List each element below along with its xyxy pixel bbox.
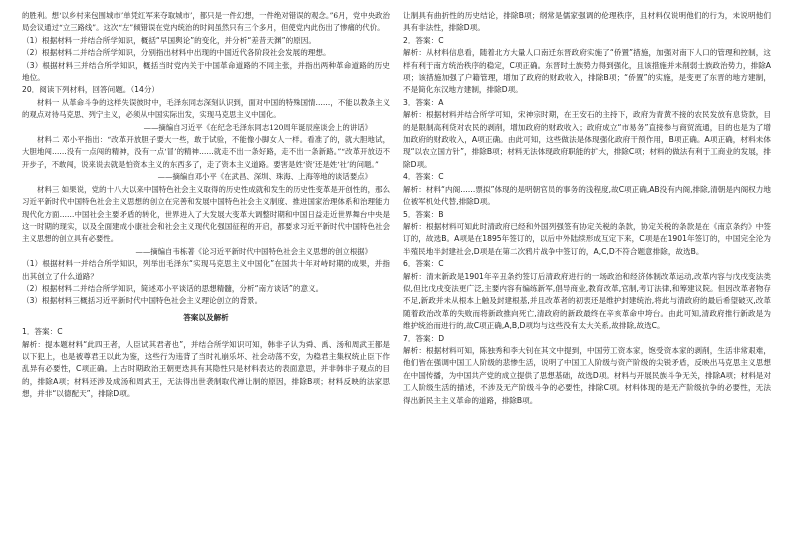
left-paragraph: ——摘编自邓小平《在武昌、深圳、珠海、上海等地的谈话要点》 (157, 172, 372, 182)
right-paragraph: 解析：根据材料可知，陈独秀和李大钊在其文中提到，中国劳工资本家，饱受资本家的剥削，生活非常艰难，他们皆在强调中国工人阶级的悲惨生活，说明了中国工人阶级与资产阶级的尖锐矛盾，反映出马克思主义思想在中国传播，为中国共产党的成立提供了思想基础，故选D项。材料与开展民族斗争无关，排除A项；材料是对工人阶级生活的描述，不涉及无产阶级斗争的必要性，排除C项。材料体现的是无产阶级抗争的必要性，无法得出新民主主义革命的道路，排除B项。 (403, 345, 771, 405)
right-paragraph: 让制具有曲折性的历史结论，排除B项；纲常是儒家强调的伦理秩序，且材料仅说明他们的行为，未说明他们具有非法性，排除D项。 (403, 11, 771, 33)
left-paragraph: 材料一 从革命斗争的这样失误彼时中，毛泽东同志深刻认识到，面对中国的特殊国情……，不能以教条主义的观点对待马克思、列宁主义，必须从中国实际出发，实现马克思主义中国化。 (22, 97, 390, 120)
right-paragraph: 解析：根据材料并结合所学可知，宋神宗时期，在王安石的主持下，政府为青黄不接的农民发放有息贷款，目的是限制高利贷对农民的剥削，增加政府的财政收入；政府成立“市易务”直接参与商贸流通，目的也是为了增加政府的财政收入，A项正确。由此可知，这些做法是体现强化政府干预作用，B项正确。A项正确，材料未体现“以农立国方针”，排除B项；材料无法体现政府职能的扩大，排除C项；材料的做法有利于工商业的发展，排除D项。 (403, 110, 771, 169)
left-paragraph: 材料三 如果说，党的十八大以来中国特色社会主义取得的历史性成就和发生的历史性变革是开创性的，那么习近平新时代中国特色社会主义思想的创立在完善和发展中国特色社会主义制度、推进国家治理体系和治理能力现代化方面……中国社会主要矛盾的转化，世界进入了大发展大变革大调整时期和中国日益走近世界舞台中央是这一时期的现实，以及全面建成小康社会和社会主义现代化强国征程的开启，都要求习近平新时代中国特色社会主义思想的创立具有必要性。 (22, 184, 390, 244)
left-paragraph: 的胜利。想‘以乡村来包围城市’单凭红军来夺取城市’，都只是一件幻想，一件绝对错误的观念。”6月，党中央政治局会议通过“立三路线”。这次“左”倾错误在党内统治的时间虽然只有三个多月，但使党内此伤出了惨痛的代价。 (22, 11, 390, 33)
left-paragraph: （1）根据材料一并结合所学知识，概括“早国舆论”的变化，并分析“差昔天渊”的原因。 (22, 35, 316, 45)
left-paragraph: （1）根据材料一并结合所学知识，列举出毛泽东“实现马克思主义中国化”在国共十年对峙时期的成果，并指出其创立了什么道路？ (22, 259, 390, 281)
right-paragraph: 解析：材料“内阁……票拟”体现的是明朝官员的事务的浅程度,故C项正确,AB没有内阁,排除,清朝是内阁权力地位被军机处代替,排除D项。 (403, 184, 771, 207)
left-paragraph: （2）根据材料二并结合所学知识，简述邓小平谈话的思想精髓，分析“南方谈话”的意义。 (22, 283, 324, 293)
left-paragraph: 解析：提本题材料“此四王者，人臣试其君者也”，并结合所学知识可知，韩非子认为舜、禹、汤和周武王都是以下犯上，也是被尊君王以此为鉴，这些行为违背了当时礼崩乐坏、社会动荡不安，为稳君主集权统止臣下作乱异有必要性，C项正确。上古时期政治王朝更迭具有其隐性只是材料表达的表面意思，并非韩非子观点的目的，排除A项；材料还涉及成汤和周武王，无法得出世袭制取代禅让制的原因，排除B项；材料反映的法家思想，并非“以德配天”，排除D项。 (22, 339, 390, 399)
left-paragraph: 1．答案：C (22, 327, 63, 337)
left-paragraph: ——摘编自习近平《在纪念毛泽东同志120周年诞辰座谈会上的讲话》 (143, 122, 372, 132)
right-paragraph: 解析：清末新政是1901年辛丑条约签订后清政府进行的一场政治和经济体制改革运动,改革内容与戊戌变法类似,但比戊戌变法更广泛,主要内容有编练新军,倡导商业,教育改革,官制,考订法律,和筹建议院。但因改革者物存不足,新政并未从根本上触及封建根基,并且改革者的初衷还是维护封建统治,将此与清政府的最后希望破灭,改革随着政治改革的失败而将新政推向死亡,清政府的新政最终在辛亥革命中垮台。由此可知,清政府推行新政是为维护统治而进行的,故C项正确,A,B,D项均与这些没有太大关系,故排除,故选C。 (403, 271, 771, 331)
left-paragraph: （2）根据材料二并结合所学知识，分别指出材料中出现的中国近代各阶段社会发展的理想。 (22, 48, 331, 58)
left-paragraph: ——摘编自韦栋著《论习近平新时代中国特色社会主义思想的创立根据》 (135, 246, 372, 256)
left-column (22, 10, 390, 401)
left-paragraph: 材料二 邓小平指出：“改革开放胆子要大一些，敢于试验，不能像小脚女人一样。看准了的，就大胆地试，大胆地闯……没有一点闯的精神，没有一点‘冒’的精神……就走不出一条好路，走不出一条新路。”“改革开放迈不开步子，不敢闯，说来说去就是怕资本主义的东西多了，走了资本主义道路。要害是姓‘资’还是姓‘社’的问题。” (22, 135, 390, 169)
left-paragraph: （3）根据材料三概括习近平新时代中国特色社会主义理论创立的背景。 (22, 296, 263, 306)
right-paragraph: 3．答案：A (403, 97, 444, 107)
left-paragraph: 20．阅读下列材料，回答问题。（14分） (22, 85, 160, 95)
right-paragraph: 2．答案：C (403, 35, 444, 45)
right-paragraph: 解析：从材料信息看，随着北方大量人口南迁东晋政府实施了“侨置”措施，加强对南下人口的管理和控制，这样有利于南方统治秩序的稳定，C项正确。东晋时土族势力得到强化，且该措施并未削弱士族政治势力，排除A项；该措施加强了户籍管理，增加了政府的财政收入，排除B项；“侨置”的实施，是变更了东晋的地方建制，不是简化东汉地方建制，排除D项。 (403, 48, 771, 95)
right-column (403, 10, 771, 407)
right-paragraph: 5．答案：B (403, 209, 444, 219)
right-paragraph: 6．答案：C (403, 259, 444, 269)
left-paragraph: （3）根据材料三并结合所学知识，概括当时党内关于中国革命道路的不同主张，并指出两种革命道路的历史地位。 (22, 60, 390, 83)
right-paragraph: 解析：根据材料可知此时清政府已经和外国列强签有协定关税的条款，协定关税的条款是在《南京条约》中签订的，故选B。A项是在1895年签订的，以后中外陆续形成互定下来，C项是在1901年签订的，中国完全沦为半殖民地半封建社会,D项是在第二次鸦片战争中签订的，A,C,D不符合题意排除，故选B。 (403, 221, 771, 256)
left-paragraph: 答案以及解析 (183, 312, 229, 322)
right-paragraph: 7．答案：D (403, 333, 445, 343)
right-paragraph: 4．答案：C (403, 172, 444, 182)
